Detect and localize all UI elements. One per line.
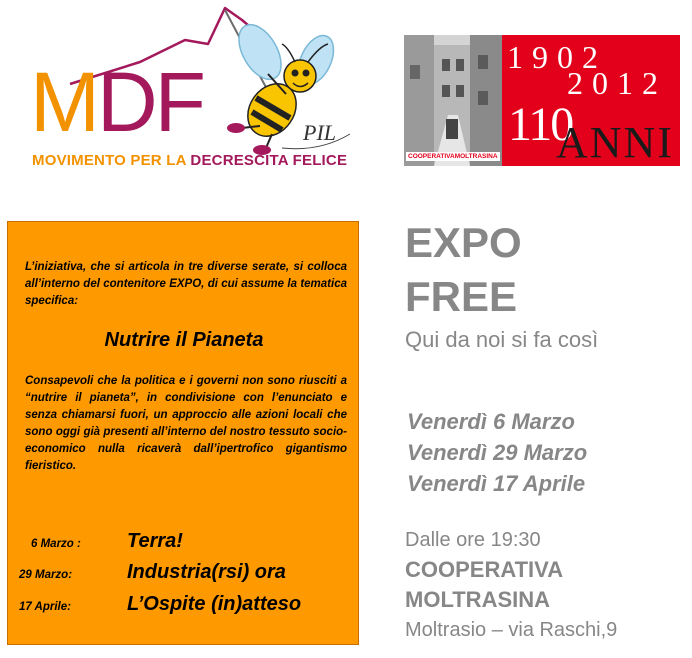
expo-title-line1: EXPO (405, 219, 522, 266)
expo-tagline: Qui da noi si fa così (405, 327, 599, 352)
mdf-tagline-part-b: DECRESCITA FELICE (190, 152, 348, 169)
event-row (19, 561, 286, 584)
event-date: 6 Marzo : (31, 538, 81, 550)
event-date: 17 Aprile: (19, 601, 71, 613)
mdf-logo (20, 2, 360, 180)
anniversary-banner (404, 35, 680, 166)
expo-title-line2: FREE (405, 273, 518, 320)
cooperative-caption: COOPERATIVAMOLTRASINA (408, 153, 498, 160)
venue-line1: COOPERATIVA (405, 557, 564, 582)
village-street-image (404, 35, 502, 166)
event-title: Industria(rsi) ora (127, 561, 286, 583)
mdf-letter-f: F (154, 55, 203, 149)
year-end: 2012 (567, 65, 667, 101)
village-photo (404, 35, 502, 166)
anniversary-word: ANNI (556, 118, 674, 166)
mdf-pil-label: PIL (303, 120, 336, 145)
venue-line2: MOLTRASINA (405, 587, 551, 612)
event-date-line: Venerdì 29 Marzo (407, 440, 588, 465)
event-date: 29 Marzo: (19, 569, 73, 581)
intro-paragraph: L’iniziativa, che si articola in tre diverse serate, si colloca all’interno del contenitore EXPO, di cui assume la tematica specifica: (25, 261, 347, 307)
description-box (7, 221, 359, 645)
event-title: L’Ospite (in)atteso (127, 593, 302, 615)
mdf-letter-d: D (96, 55, 155, 149)
body-paragraph: Consapevoli che la politica e i governi non sono riusciti a “nutrire il pianeta”, in condivisione con l’enunciato e senza chiamarsi fuori, un approccio alle azioni locali che sono oggi già presenti all’interno del nostro tessuto socio-economico nulla ricaverà dall’ipertrofico gigantismo fieristico. (25, 375, 347, 472)
event-title: Terra! (127, 530, 183, 552)
mdf-letters (30, 55, 203, 149)
event-date-line: Venerdì 6 Marzo (407, 409, 575, 434)
anniversary-number: 110 (508, 98, 573, 151)
mdf-tagline-part-a: MOVIMENTO PER LA (32, 152, 191, 169)
venue-address: Moltrasio – via Raschi,9 (405, 619, 618, 641)
event-row (19, 593, 301, 616)
event-date-line: Venerdì 17 Aprile (407, 471, 586, 496)
event-row (25, 530, 183, 553)
year-start: 1902 (507, 39, 607, 75)
theme-heading: Nutrire il Pianeta (104, 329, 264, 351)
mdf-tagline (32, 152, 347, 169)
start-time: Dalle ore 19:30 (405, 529, 541, 551)
mdf-letter-m: M (30, 55, 97, 149)
